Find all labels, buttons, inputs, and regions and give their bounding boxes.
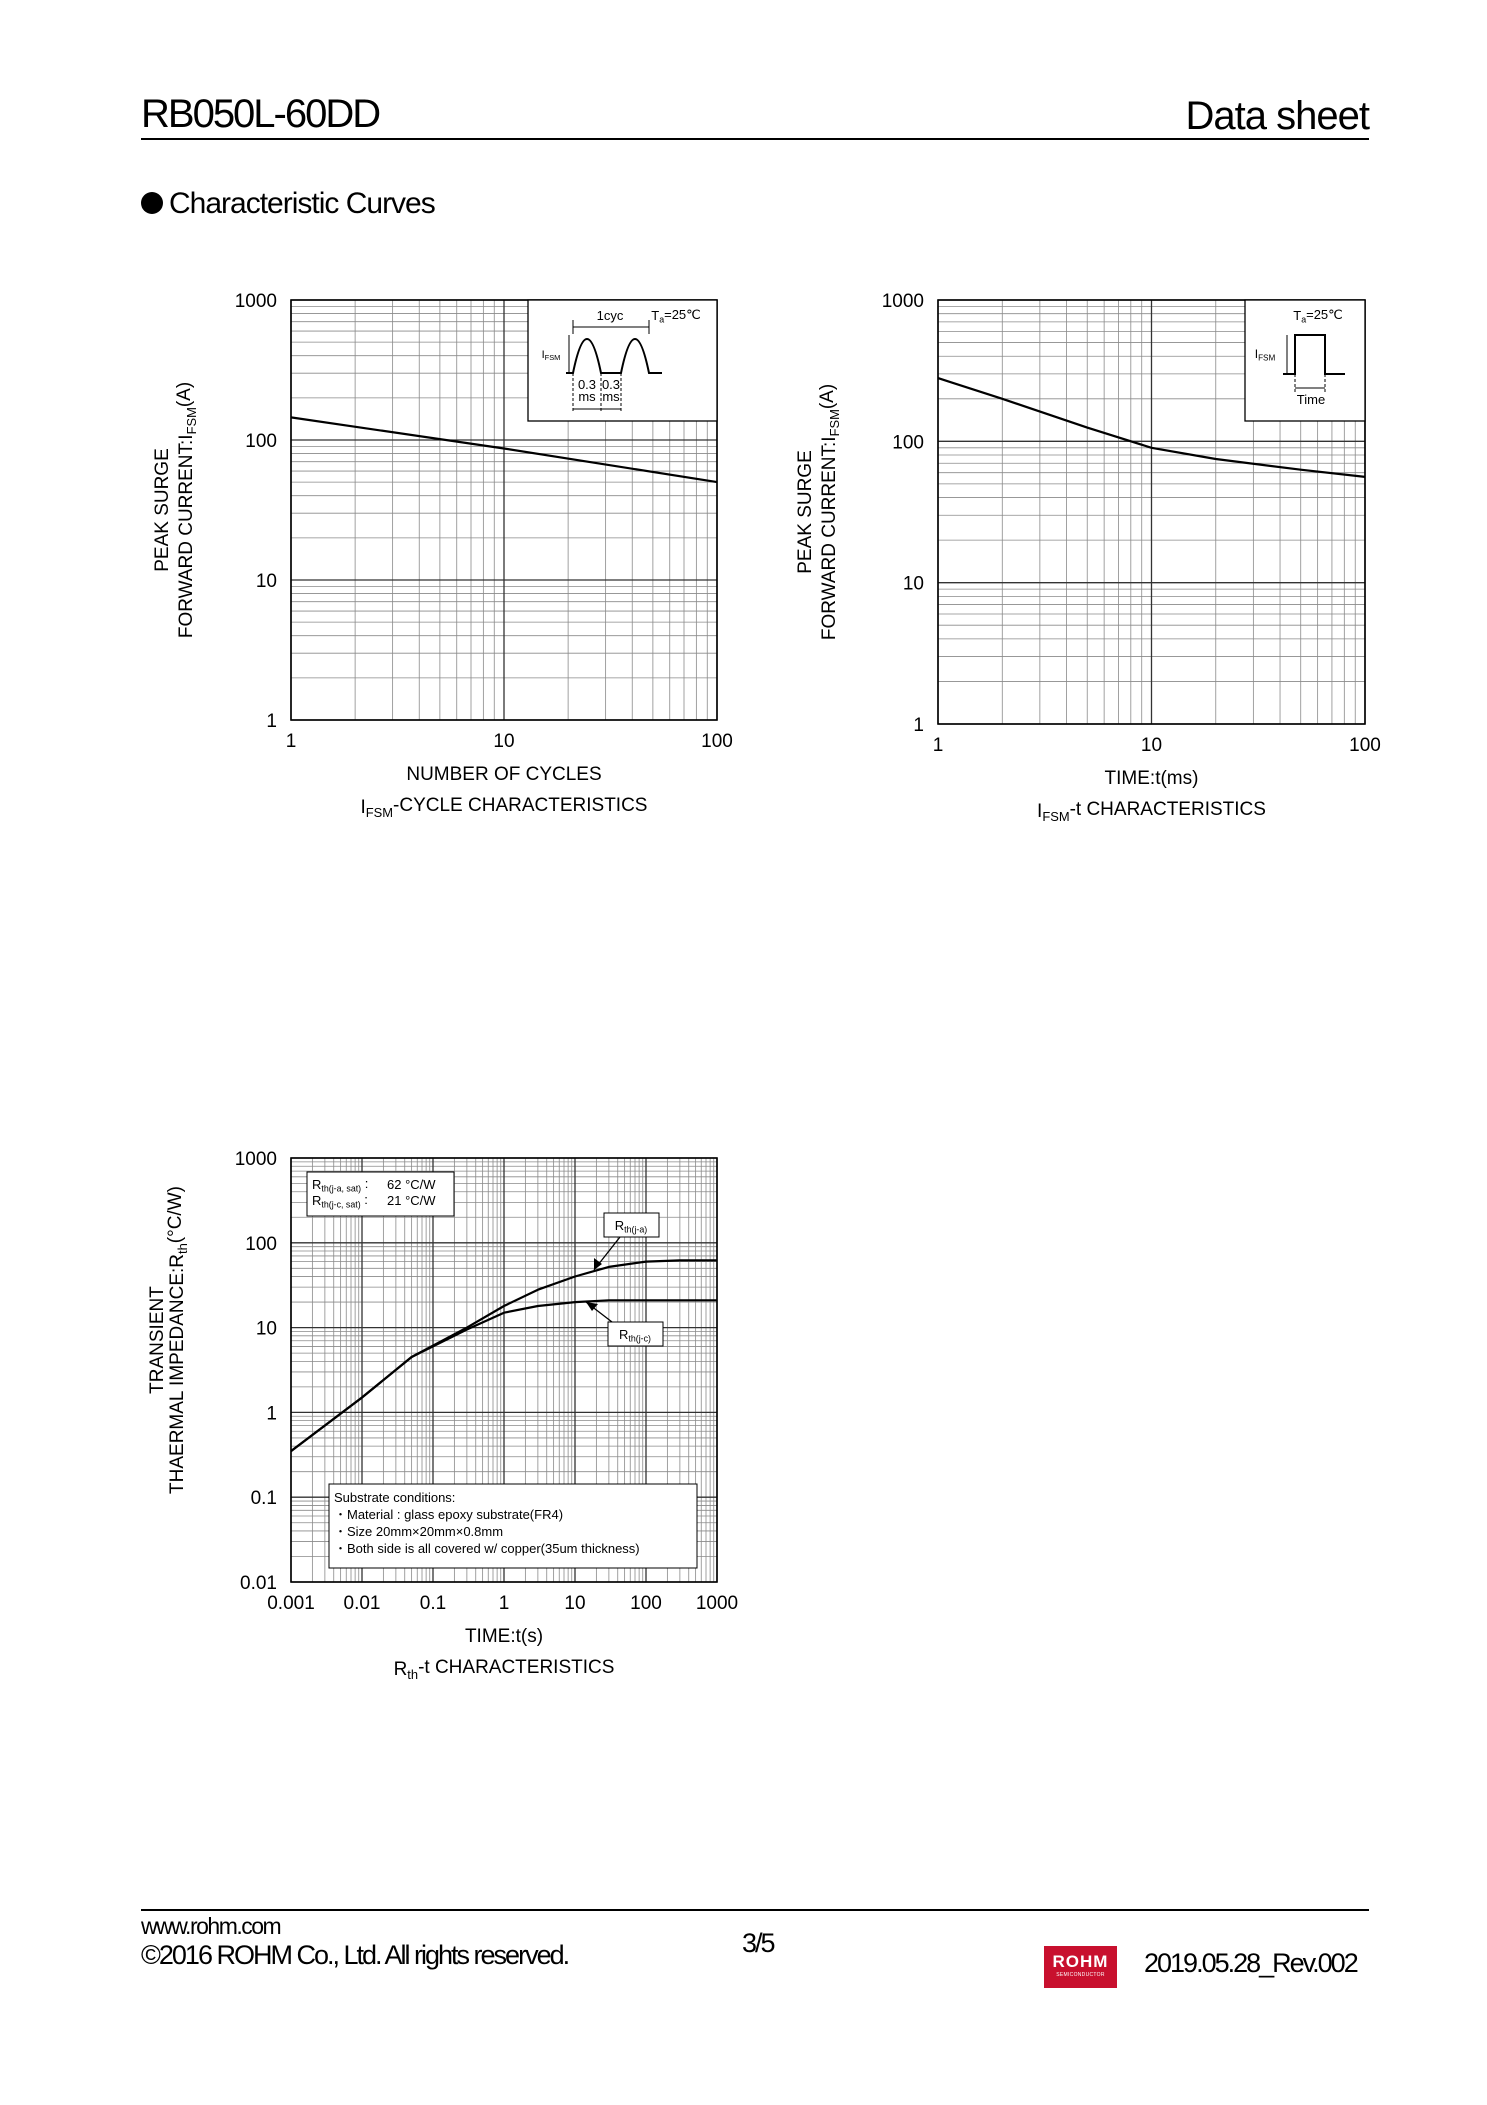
x-tick-label: 100 bbox=[701, 731, 733, 752]
condition-line: ・Size 20mm×20mm×0.8mm bbox=[334, 1524, 504, 1539]
y-axis-label-line2: FORWARD $CURRENT:I_{FSM}(A)$ bbox=[817, 383, 842, 641]
chart-1 bbox=[152, 291, 733, 820]
x-axis-label: TIME:t(s) bbox=[464, 1626, 544, 1647]
x-tick-label: 1 bbox=[285, 731, 297, 752]
footer-copyright: ©2016 ROHM Co., Ltd. All rights reserved. bbox=[141, 1940, 569, 1970]
cycle-label: 1cyc bbox=[596, 308, 624, 323]
callout-label-ja: $R_{th(j-a)}$ bbox=[614, 1218, 648, 1235]
x-tick-label: 0.1 bbox=[419, 1593, 447, 1614]
condition-line: ・Both side is all covered w/ copper(35um thickness) bbox=[334, 1541, 640, 1556]
y-tick-label: 1 bbox=[266, 711, 277, 732]
logo-text: ROHM bbox=[1052, 1952, 1109, 1971]
y-tick-label: 1000 bbox=[234, 1149, 277, 1170]
y-tick-label: 1 bbox=[913, 715, 924, 736]
x-axis-label: NUMBER OF CYCLES bbox=[406, 764, 602, 785]
logo-subtext: SEMICONDUCTOR bbox=[1056, 1972, 1105, 1978]
y-axis-label-line2: THAERMAL $IMPEDANCE:R_{th}(^\circ C/W)$ bbox=[165, 1186, 190, 1494]
y-tick-label: 100 bbox=[245, 1233, 277, 1255]
condition-line: ・Material : glass epoxy substrate(FR4) bbox=[334, 1507, 564, 1522]
x-tick-label: 100 bbox=[1349, 735, 1381, 756]
chart-title: $R_{th}-t$ CHARACTERISTICS bbox=[393, 1657, 615, 1682]
legend-label: $R_{th(j-a, sat)}$ : bbox=[312, 1175, 369, 1194]
doc-type-label: Data sheet bbox=[1185, 94, 1369, 138]
on-time-value: 0.3 bbox=[577, 377, 597, 392]
y-tick-label: 10 bbox=[902, 573, 924, 595]
y-axis-label-line1: TRANSIENT bbox=[147, 1286, 168, 1394]
legend-label: $R_{th(j-c, sat)}$ : bbox=[312, 1191, 368, 1210]
substrate-conditions bbox=[329, 1484, 697, 1568]
section-title: Characteristic Curves bbox=[169, 187, 435, 220]
y-tick-label: 1000 bbox=[234, 291, 277, 312]
y-tick-label: 10 bbox=[255, 1318, 277, 1340]
rohm-logo bbox=[1044, 1946, 1117, 1988]
y-axis-label-line1: PEAK SURGE bbox=[795, 450, 816, 574]
saturation-legend bbox=[307, 1172, 454, 1216]
pulse-inset bbox=[1245, 300, 1365, 421]
callout-label-jc: $R_{th(j-c)}$ bbox=[619, 1327, 651, 1344]
x-tick-label: 0.01 bbox=[343, 1593, 381, 1614]
chart-2 bbox=[795, 291, 1381, 824]
x-tick-label: 0.001 bbox=[267, 1593, 315, 1614]
ifsm-label: $I_{FSM}$ bbox=[1254, 347, 1276, 363]
revision-label: 2019.05.28_Rev.002 bbox=[1144, 1948, 1357, 1978]
x-tick-label: 100 bbox=[630, 1593, 662, 1614]
x-tick-label: 1 bbox=[932, 735, 944, 756]
part-number: RB050L-60DD bbox=[141, 92, 380, 136]
x-axis-label: TIME:t(ms) bbox=[1104, 768, 1199, 789]
y-tick-label: 1 bbox=[266, 1403, 277, 1425]
footer-divider bbox=[141, 1909, 1369, 1911]
x-tick-label: 10 bbox=[564, 1593, 586, 1614]
y-tick-label: 100 bbox=[245, 431, 277, 452]
x-tick-label: 1 bbox=[498, 1593, 510, 1614]
legend-value: 62 °C/W bbox=[387, 1177, 436, 1192]
ifsm-label: $I_{FSM}$ bbox=[541, 349, 561, 363]
y-tick-label: 1000 bbox=[881, 291, 924, 312]
y-axis-label-line2: FORWARD $CURRENT:I_{FSM}(A)$ bbox=[174, 381, 199, 639]
ambient-temp-label: $T_a=25℃$ bbox=[651, 306, 701, 325]
page-number: 3/5 bbox=[742, 1928, 774, 1958]
off-time-value: 0.3 bbox=[601, 377, 621, 392]
chart-3 bbox=[147, 1149, 738, 1682]
y-tick-label: 0.01 bbox=[240, 1573, 277, 1594]
time-label: Time bbox=[1296, 392, 1326, 407]
x-tick-label: 10 bbox=[493, 731, 515, 752]
chart-title: $I_{FSM}-t$ CHARACTERISTICS bbox=[1037, 799, 1266, 824]
y-tick-label: 10 bbox=[255, 571, 277, 592]
x-tick-label: 10 bbox=[1140, 735, 1163, 756]
y-tick-label: 0.1 bbox=[250, 1488, 277, 1510]
waveform-inset bbox=[528, 300, 717, 421]
legend-value: 21 °C/W bbox=[387, 1193, 436, 1208]
x-tick-label: 1000 bbox=[695, 1593, 739, 1614]
y-tick-label: 100 bbox=[892, 432, 924, 454]
ambient-temp-label: $T_a=25℃$ bbox=[1293, 306, 1343, 325]
chart-title: $I_{FSM}$-CYCLE CHARACTERISTICS bbox=[360, 795, 648, 820]
off-time-unit: ms bbox=[602, 389, 620, 404]
y-axis-label-line1: PEAK SURGE bbox=[152, 448, 173, 572]
footer-url[interactable]: www.rohm.com bbox=[141, 1913, 281, 1939]
condition-line: Substrate conditions: bbox=[334, 1490, 456, 1505]
on-time-unit: ms bbox=[578, 389, 596, 404]
